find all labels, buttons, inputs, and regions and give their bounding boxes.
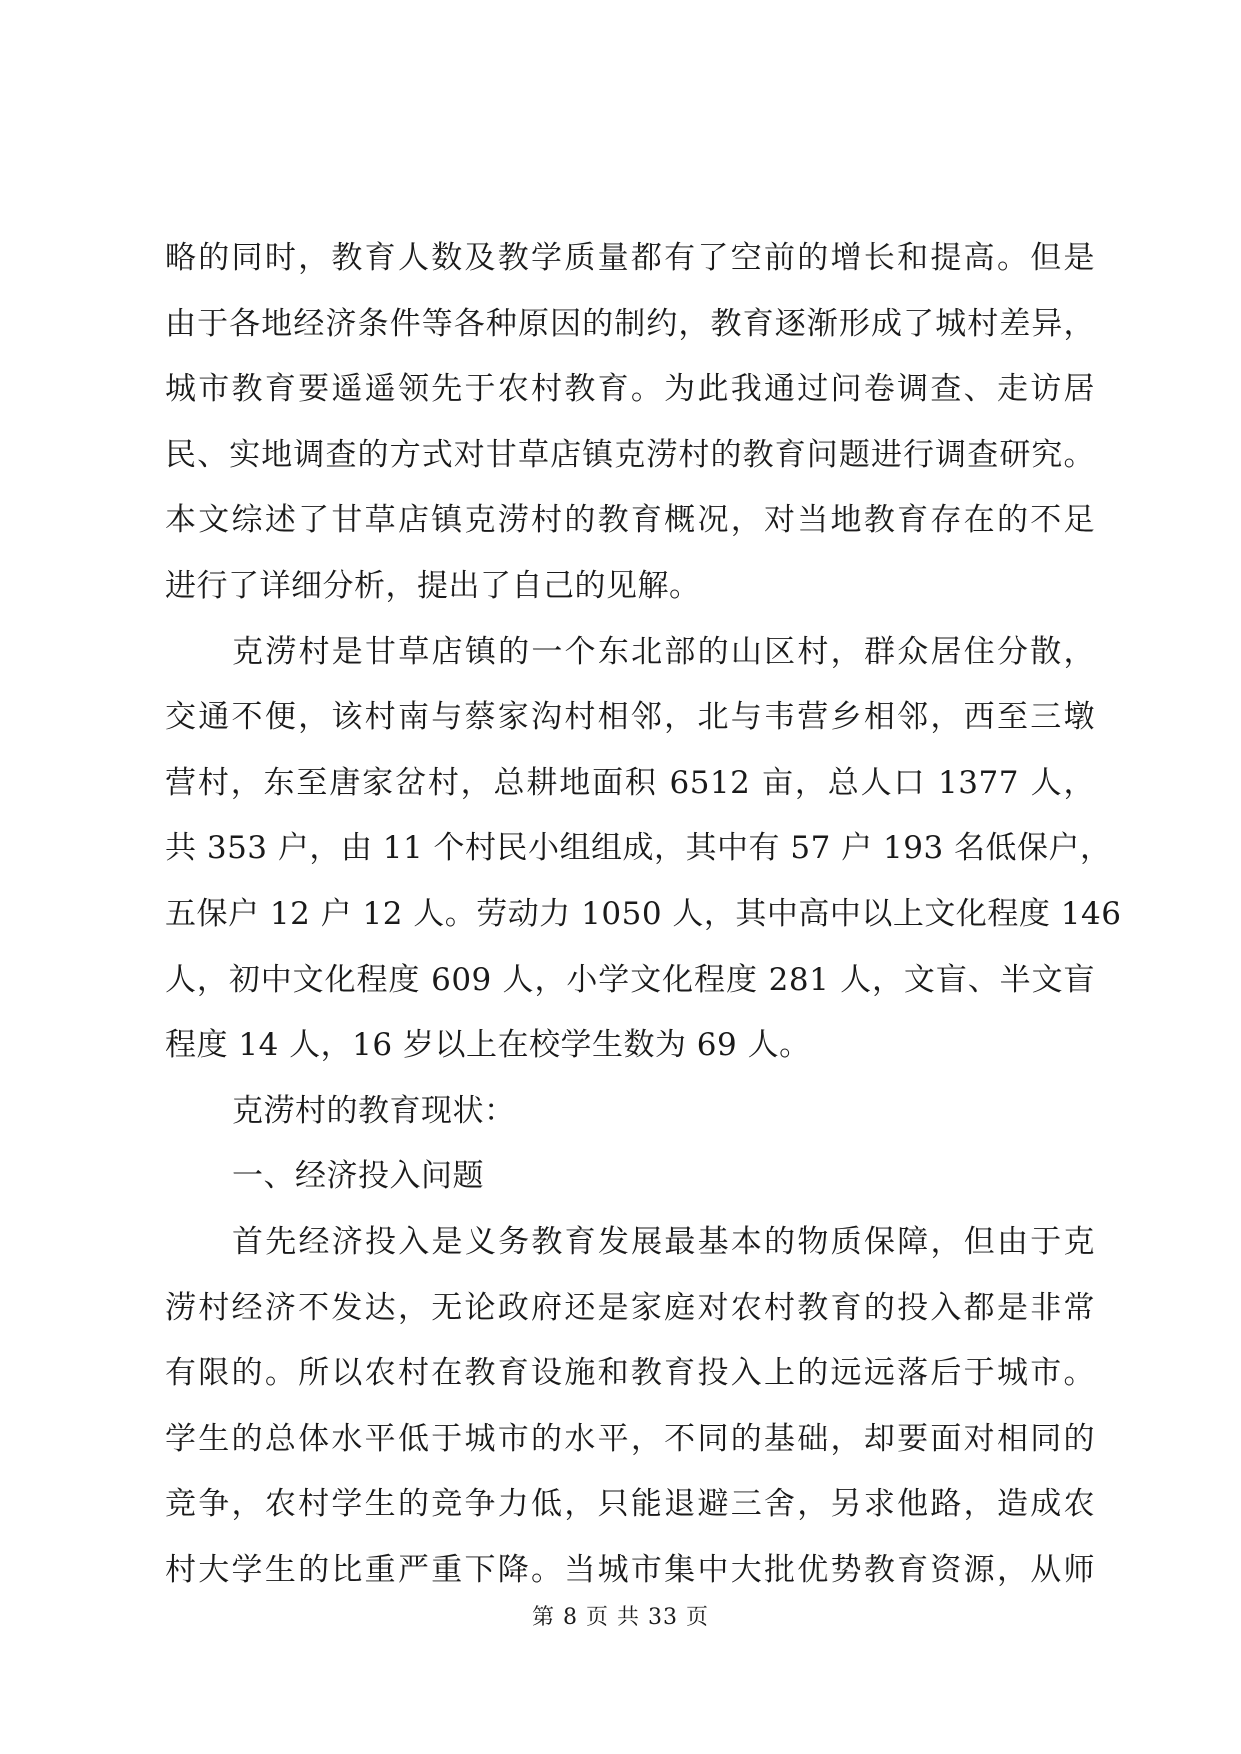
text-line: 进行了详细分析，提出了自己的见解。 [165,567,701,604]
document-body [165,226,1122,1603]
text-line: 城市教育要遥遥领先于农村教育。为此我通过问卷调查、走访居 [165,371,1095,408]
text-line: 程度 14 人，16 岁以上在校学生数为 69 人。 [165,1027,811,1064]
text-line: 本文综述了甘草店镇克涝村的教育概况，对当地教育存在的不足 [165,502,1095,539]
text-line: 人，初中文化程度 609 人，小学文化程度 281 人，文盲、半文盲 [165,961,1095,998]
text-line: 有限的。所以农村在教育设施和教育投入上的远远落后于城市。 [165,1355,1095,1392]
text-line: 营村，东至唐家岔村，总耕地面积 6512 亩，总人口 1377 人， [165,764,1095,801]
text-line: 村大学生的比重严重下降。当城市集中大批优势教育资源，从师 [165,1551,1095,1588]
text-line: 交通不便，该村南与蔡家沟村相邻，北与韦营乡相邻，西至三墩 [165,699,1095,736]
text-line: 民、实地调查的方式对甘草店镇克涝村的教育问题进行调查研究。 [165,436,1095,473]
text-line: 由于各地经济条件等各种原因的制约，教育逐渐形成了城村差异， [165,305,1095,342]
text-line: 克涝村是甘草店镇的一个东北部的山区村，群众居住分散， [232,633,1095,670]
text-line: 五保户 12 户 12 人。劳动力 1050 人，其中高中以上文化程度 146 [165,895,1122,932]
text-line: 学生的总体水平低于城市的水平，不同的基础，却要面对相同的 [165,1420,1095,1457]
text-line: 略的同时，教育人数及教学质量都有了空前的增长和提高。但是 [165,240,1095,276]
text-line: 共 353 户，由 11 个村民小组组成，其中有 57 户 193 名低保户， [165,830,1112,867]
text-line: 涝村经济不发达，无论政府还是家庭对农村教育的投入都是非常 [165,1289,1095,1326]
page-number-footer: 第 8 页 共 33 页 [532,1605,709,1630]
text-line: 首先经济投入是义务教育发展最基本的物质保障，但由于克 [232,1223,1095,1260]
section-heading: 一、经济投入问题 [232,1158,484,1195]
text-line: 竞争，农村学生的竞争力低，只能退避三舍，另求他路，造成农 [165,1486,1095,1523]
section-heading: 克涝村的教育现状： [232,1092,516,1129]
